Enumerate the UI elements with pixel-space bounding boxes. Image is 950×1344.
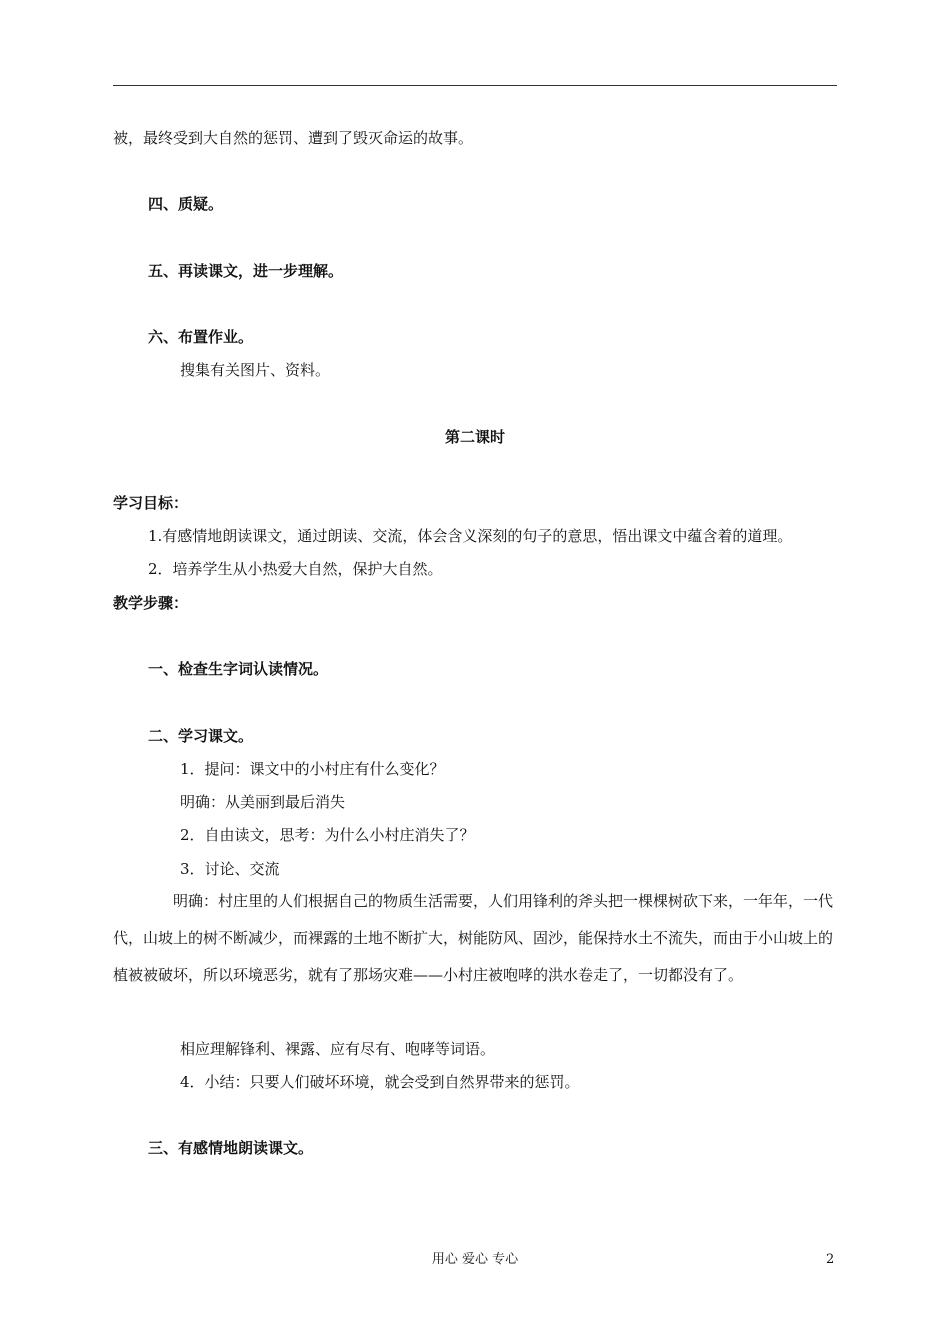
goal-2: 2．培养学生从小热爱大自然，保护大自然。	[148, 560, 443, 578]
footer-motto: 用心 爱心 专心	[431, 1252, 519, 1267]
step-2-heading: 二、学习课文。	[148, 727, 254, 745]
page-number: 2	[826, 1252, 835, 1267]
lesson-title: 第二课时	[444, 428, 505, 446]
summary-4: 4．小结：只要人们破坏环境，就会受到自然界带来的惩罚。	[180, 1073, 580, 1091]
section-heading-6: 六、布置作业。	[148, 328, 254, 346]
question-3: 3．讨论、交流	[180, 860, 280, 878]
answer-1: 明确：从美丽到最后消失	[180, 793, 346, 811]
homework-text: 搜集有关图片、资料。	[180, 361, 331, 379]
header-rule	[113, 85, 837, 86]
steps-label: 教学步骤：	[113, 594, 189, 612]
section-heading-4: 四、质疑。	[148, 195, 224, 213]
vocabulary-note: 相应理解锋利、裸露、应有尽有、咆哮等词语。	[180, 1040, 496, 1058]
goal-1: 1.有感情地朗读课文，通过朗读、交流，体会含义深刻的句子的意思，悟出课文中蕴含着的道理。	[148, 527, 793, 545]
step-3-heading: 三、有感情地朗读课文。	[148, 1139, 314, 1157]
question-2: 2．自由读文，思考：为什么小村庄消失了？	[180, 826, 475, 844]
answer-3-paragraph: 明确：村庄里的人们根据自己的物质生活需要，人们用锋利的斧头把一棵棵树砍下来，一年年，一代代，山坡上的树不断减少，而裸露的土地不断扩大，树能防风、固沙，能保持水土不流失，而由于小山坡上的植被被破坏，所以环境恶劣，就有了那场灾难——小村庄被咆哮的洪水卷走了，一切都没有了。	[113, 892, 834, 984]
section-heading-5: 五、再读课文，进一步理解。	[148, 262, 344, 280]
continuation-line: 被，最终受到大自然的惩罚、遭到了毁灭命运的故事。	[113, 129, 474, 147]
step-1-heading: 一、检查生字词认读情况。	[148, 660, 329, 678]
question-1: 1．提问：课文中的小村庄有什么变化？	[180, 760, 445, 778]
goals-label: 学习目标：	[113, 494, 189, 512]
